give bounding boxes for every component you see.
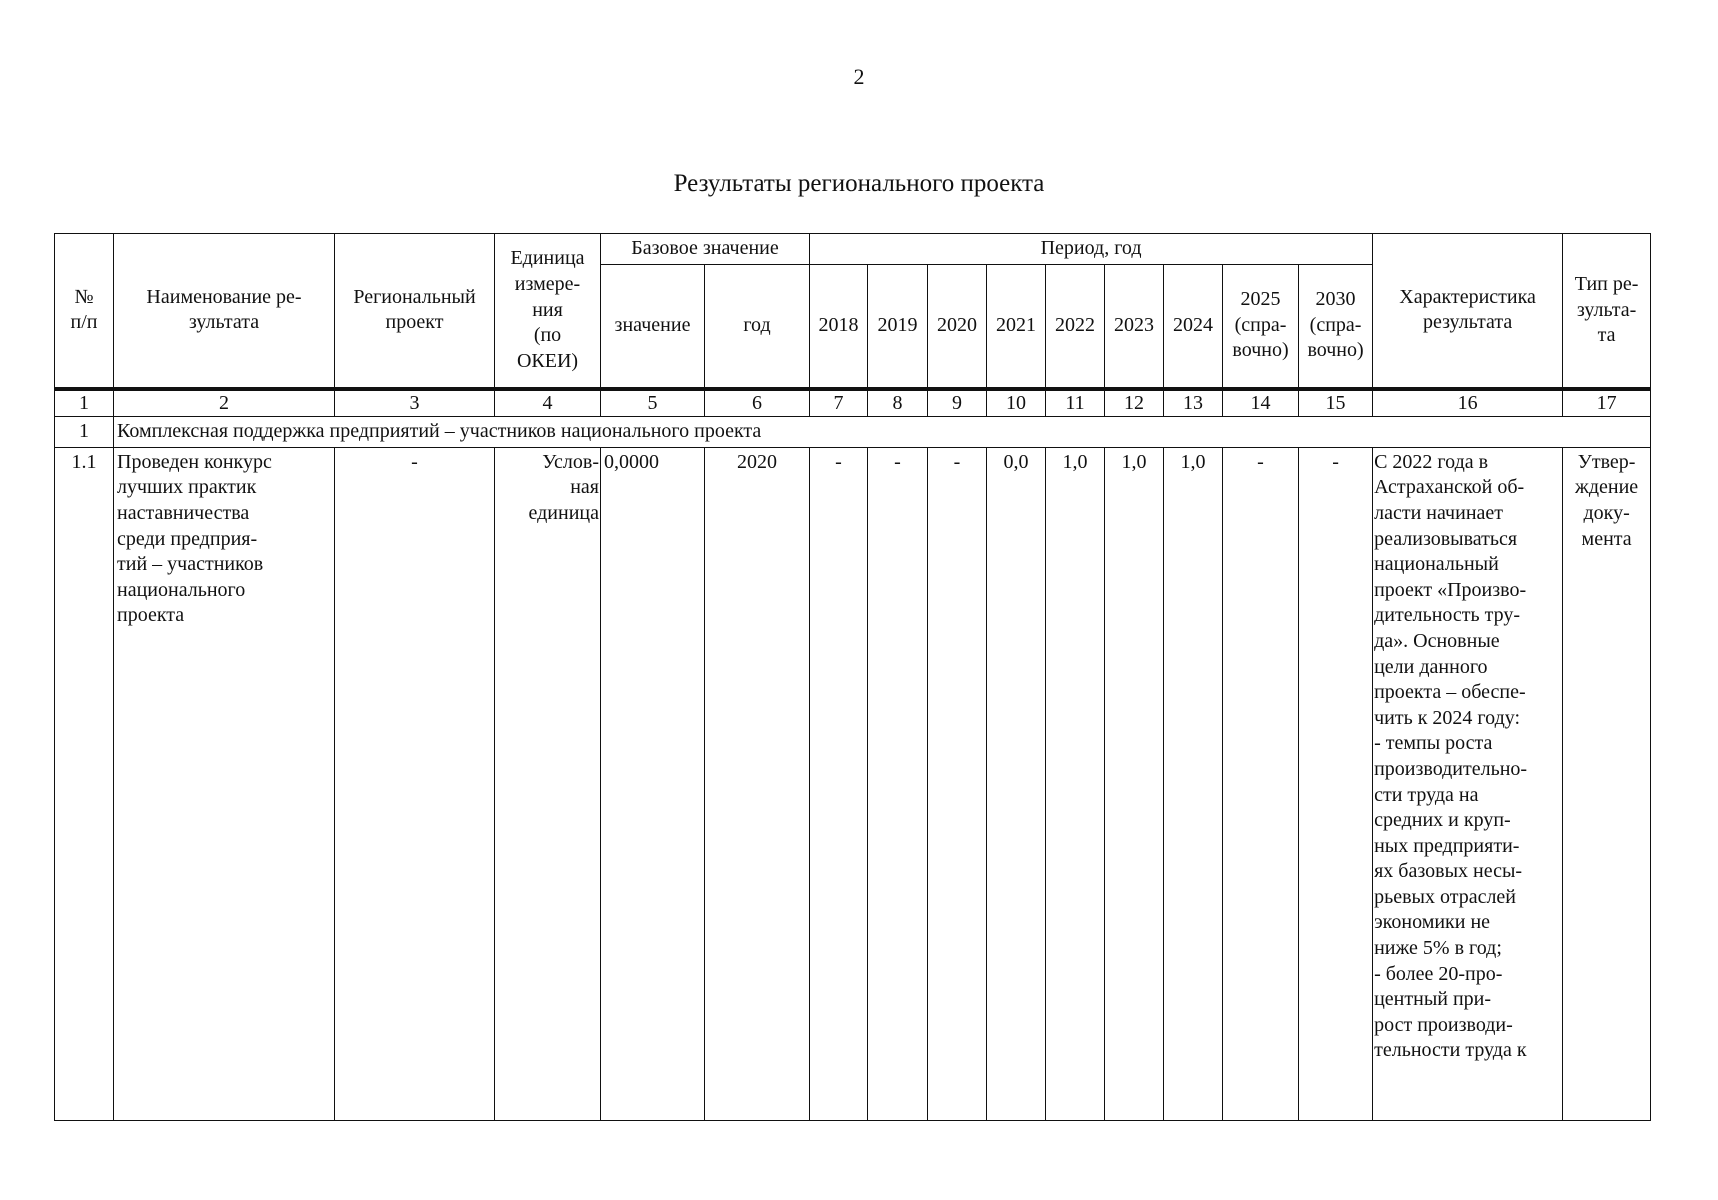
row-value-2022: 1,0: [1046, 447, 1105, 1120]
column-number: 16: [1373, 389, 1563, 417]
column-number: 13: [1164, 389, 1223, 417]
header-base-value: значение: [601, 264, 705, 389]
section-number: 1: [55, 417, 114, 448]
header-characteristic: Характеристика результата: [1373, 234, 1563, 389]
row-result-name: Проведен конкурс лучших практик наставничества среди предприя- тий – участников национального проекта: [114, 447, 335, 1120]
header-regional-project: Региональный проект: [335, 234, 495, 389]
header-year-2025: 2025 (спра- вочно): [1223, 264, 1299, 389]
header-year-2020: 2020: [928, 264, 987, 389]
column-number: 5: [601, 389, 705, 417]
row-value-2020: -: [928, 447, 987, 1120]
column-number: 14: [1223, 389, 1299, 417]
column-number: 1: [55, 389, 114, 417]
column-number: 4: [495, 389, 601, 417]
row-value-2018: -: [810, 447, 868, 1120]
header-result-type: Тип ре- зульта- та: [1563, 234, 1651, 389]
column-number: 12: [1105, 389, 1164, 417]
header-period-group: Период, год: [810, 234, 1373, 265]
column-number: 2: [114, 389, 335, 417]
section-row: [55, 417, 1651, 448]
header-year-2018: 2018: [810, 264, 868, 389]
row-characteristic: С 2022 года в Астраханской об- ласти начинает реализовываться национальный проект «Произво- дительность тру- да». Основные цели данного проекта – обеспе- чить к 2024 году: - темпы роста производительно- сти труда на средних и круп- ных предприяти- ях базовых несы- рьевых отраслей экономики не ниже 5% в год; - более 20-про- центный при- рост производи- тельности труда к: [1373, 447, 1563, 1120]
row-value-2030: -: [1299, 447, 1373, 1120]
column-number: 11: [1046, 389, 1105, 417]
header-num: № п/п: [55, 234, 114, 389]
header-year-2023: 2023: [1105, 264, 1164, 389]
page-number: 2: [853, 64, 865, 89]
header-year-2024: 2024: [1164, 264, 1223, 389]
column-number: 3: [335, 389, 495, 417]
row-value-2021: 0,0: [987, 447, 1046, 1120]
column-number: 9: [928, 389, 987, 417]
header-base-year: год: [705, 264, 810, 389]
row-value-2024: 1,0: [1164, 447, 1223, 1120]
header-year-2022: 2022: [1046, 264, 1105, 389]
document-title: Результаты регионального проекта: [673, 170, 1045, 197]
column-number: 10: [987, 389, 1046, 417]
row-value-2019: -: [868, 447, 928, 1120]
column-number: 7: [810, 389, 868, 417]
table-row: [55, 447, 1651, 1120]
header-year-2030: 2030 (спра- вочно): [1299, 264, 1373, 389]
column-number: 6: [705, 389, 810, 417]
section-title: Комплексная поддержка предприятий – участников национального проекта: [114, 417, 1651, 448]
results-table: [54, 233, 1651, 1121]
header-year-2021: 2021: [987, 264, 1046, 389]
column-numbering-row: [55, 389, 1651, 417]
row-base-value: 0,0000: [601, 447, 705, 1120]
header-result-name: Наименование ре- зультата: [114, 234, 335, 389]
row-result-type: Утвер- ждение доку- мента: [1563, 447, 1651, 1120]
column-number: 17: [1563, 389, 1651, 417]
header-unit: Единица измере- ния (по ОКЕИ): [495, 234, 601, 389]
row-number: 1.1: [55, 447, 114, 1120]
row-value-2023: 1,0: [1105, 447, 1164, 1120]
header-row-top: [55, 234, 1651, 265]
row-regional-project: -: [335, 447, 495, 1120]
column-number: 15: [1299, 389, 1373, 417]
column-number: 8: [868, 389, 928, 417]
row-value-2025: -: [1223, 447, 1299, 1120]
header-base-value-group: Базовое значение: [601, 234, 810, 265]
header-year-2019: 2019: [868, 264, 928, 389]
row-unit: Услов- ная единица: [495, 447, 601, 1120]
row-base-year: 2020: [705, 447, 810, 1120]
